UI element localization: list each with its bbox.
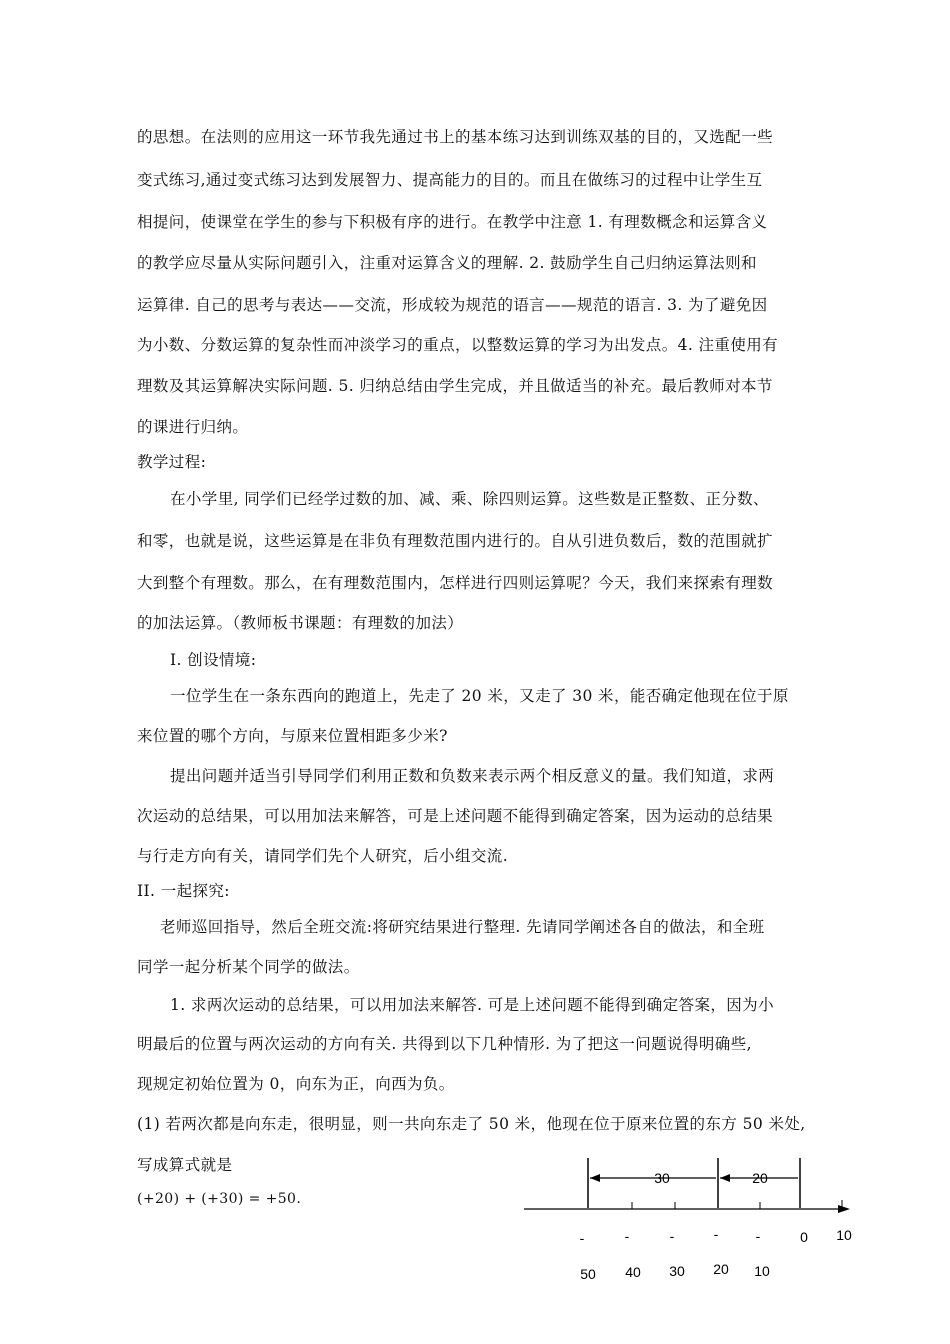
text-line: 和零，也就是说，这些运算是在非负有理数范围内进行的。自从引进负数后，数的范围就扩: [137, 532, 774, 550]
tick-minus: -: [755, 1228, 761, 1244]
text-line: 同学一起分析某个同学的做法。: [137, 958, 360, 976]
text-line: 与行走方向有关，请同学们先个人研究，后小组交流.: [137, 847, 509, 865]
number-line-diagram: [520, 1150, 850, 1290]
text-line: 1. 求两次运动的总结果，可以用加法来解答. 可是上述问题不能得到确定答案，因为小: [170, 996, 774, 1014]
right-label: 10: [836, 1227, 852, 1243]
axis-arrowhead: [838, 1205, 850, 1213]
segment-label: 20: [752, 1170, 768, 1186]
text-line: 的教学应尽量从实际问题引入，注重对运算含义的理解. 2. 鼓励学生自己归纳运算法则和: [137, 254, 757, 272]
text-line: 为小数、分数运算的复杂性而冲淡学习的重点，以整数运算的学习为出发点。4. 注重使用有: [137, 336, 779, 354]
text-line: 老师巡回指导，然后全班交流:将研究结果进行整理. 先请同学阐述各自的做法，和全班: [160, 918, 765, 936]
section-heading: II. 一起探究:: [137, 882, 230, 900]
tick-minus: -: [624, 1228, 630, 1244]
tick-minus: -: [579, 1230, 585, 1246]
zero-label: 0: [800, 1229, 808, 1245]
text-line: 提出问题并适当引导同学们利用正数和负数来表示两个相反意义的量。我们知道，求两: [170, 767, 775, 785]
text-line: 理数及其运算解决实际问题. 5. 归纳总结由学生完成，并且做适当的补充。最后教师对本节: [137, 377, 773, 395]
tick-minus: -: [669, 1228, 675, 1244]
text-line: 在小学里, 同学们已经学过数的加、减、乘、除四则运算。这些数是正整数、正分数、: [170, 490, 769, 508]
text-line: 写成算式就是: [137, 1156, 233, 1174]
tick-number: 50: [580, 1266, 596, 1282]
number-line-svg: [520, 1150, 850, 1290]
text-line: 的思想。在法则的应用这一环节我先通过书上的基本练习达到训练双基的目的，又选配一些: [137, 128, 774, 146]
equation: (+20) + (+30) = +50.: [137, 1191, 302, 1207]
text-line: 相提问，使课堂在学生的参与下积极有序的进行。在教学中注意 1. 有理数概念和运算含义: [137, 213, 768, 231]
text-line: 大到整个有理数。那么，在有理数范围内，怎样进行四则运算呢？今天，我们来探索有理数: [137, 574, 774, 592]
arrowhead: [590, 1174, 600, 1182]
tick-number: 20: [713, 1261, 729, 1277]
tick-number: 30: [669, 1263, 685, 1279]
tick-number: 10: [754, 1263, 770, 1279]
section-heading: 教学过程:: [137, 453, 207, 471]
text-line: 来位置的哪个方向，与原来位置相距多少米?: [137, 727, 448, 745]
tick-minus: -: [713, 1226, 719, 1242]
text-line: 次运动的总结果，可以用加法来解答，可是上述问题不能得到确定答案，因为运动的总结果: [137, 807, 774, 825]
text-line: 一位学生在一条东西向的跑道上，先走了 20 米，又走了 30 米，能否确定他现在位于原: [170, 687, 789, 705]
arrowhead: [720, 1174, 730, 1182]
text-line: 的课进行归纳。: [137, 418, 249, 436]
section-heading: I. 创设情境:: [170, 651, 257, 669]
text-line: 的加法运算。（教师板书课题：有理数的加法）: [137, 614, 464, 632]
tick-number: 40: [625, 1264, 641, 1280]
segment-label: 30: [654, 1170, 670, 1186]
text-line: 运算律. 自己的思考与表达——交流，形成较为规范的语言——规范的语言. 3. 为了避免因: [137, 296, 768, 314]
text-line: (1) 若两次都是向东走，很明显，则一共向东走了 50 米，他现在位于原来位置的东方 50 米处,: [137, 1115, 806, 1133]
text-line: 变式练习,通过变式练习达到发展智力、提高能力的目的。而且在做练习的过程中让学生互: [137, 171, 763, 189]
text-line: 明最后的位置与两次运动的方向有关. 共得到以下几种情形. 为了把这一问题说得明确些,: [137, 1035, 752, 1053]
text-line: 现规定初始位置为 0，向东为正，向西为负。: [137, 1075, 455, 1093]
